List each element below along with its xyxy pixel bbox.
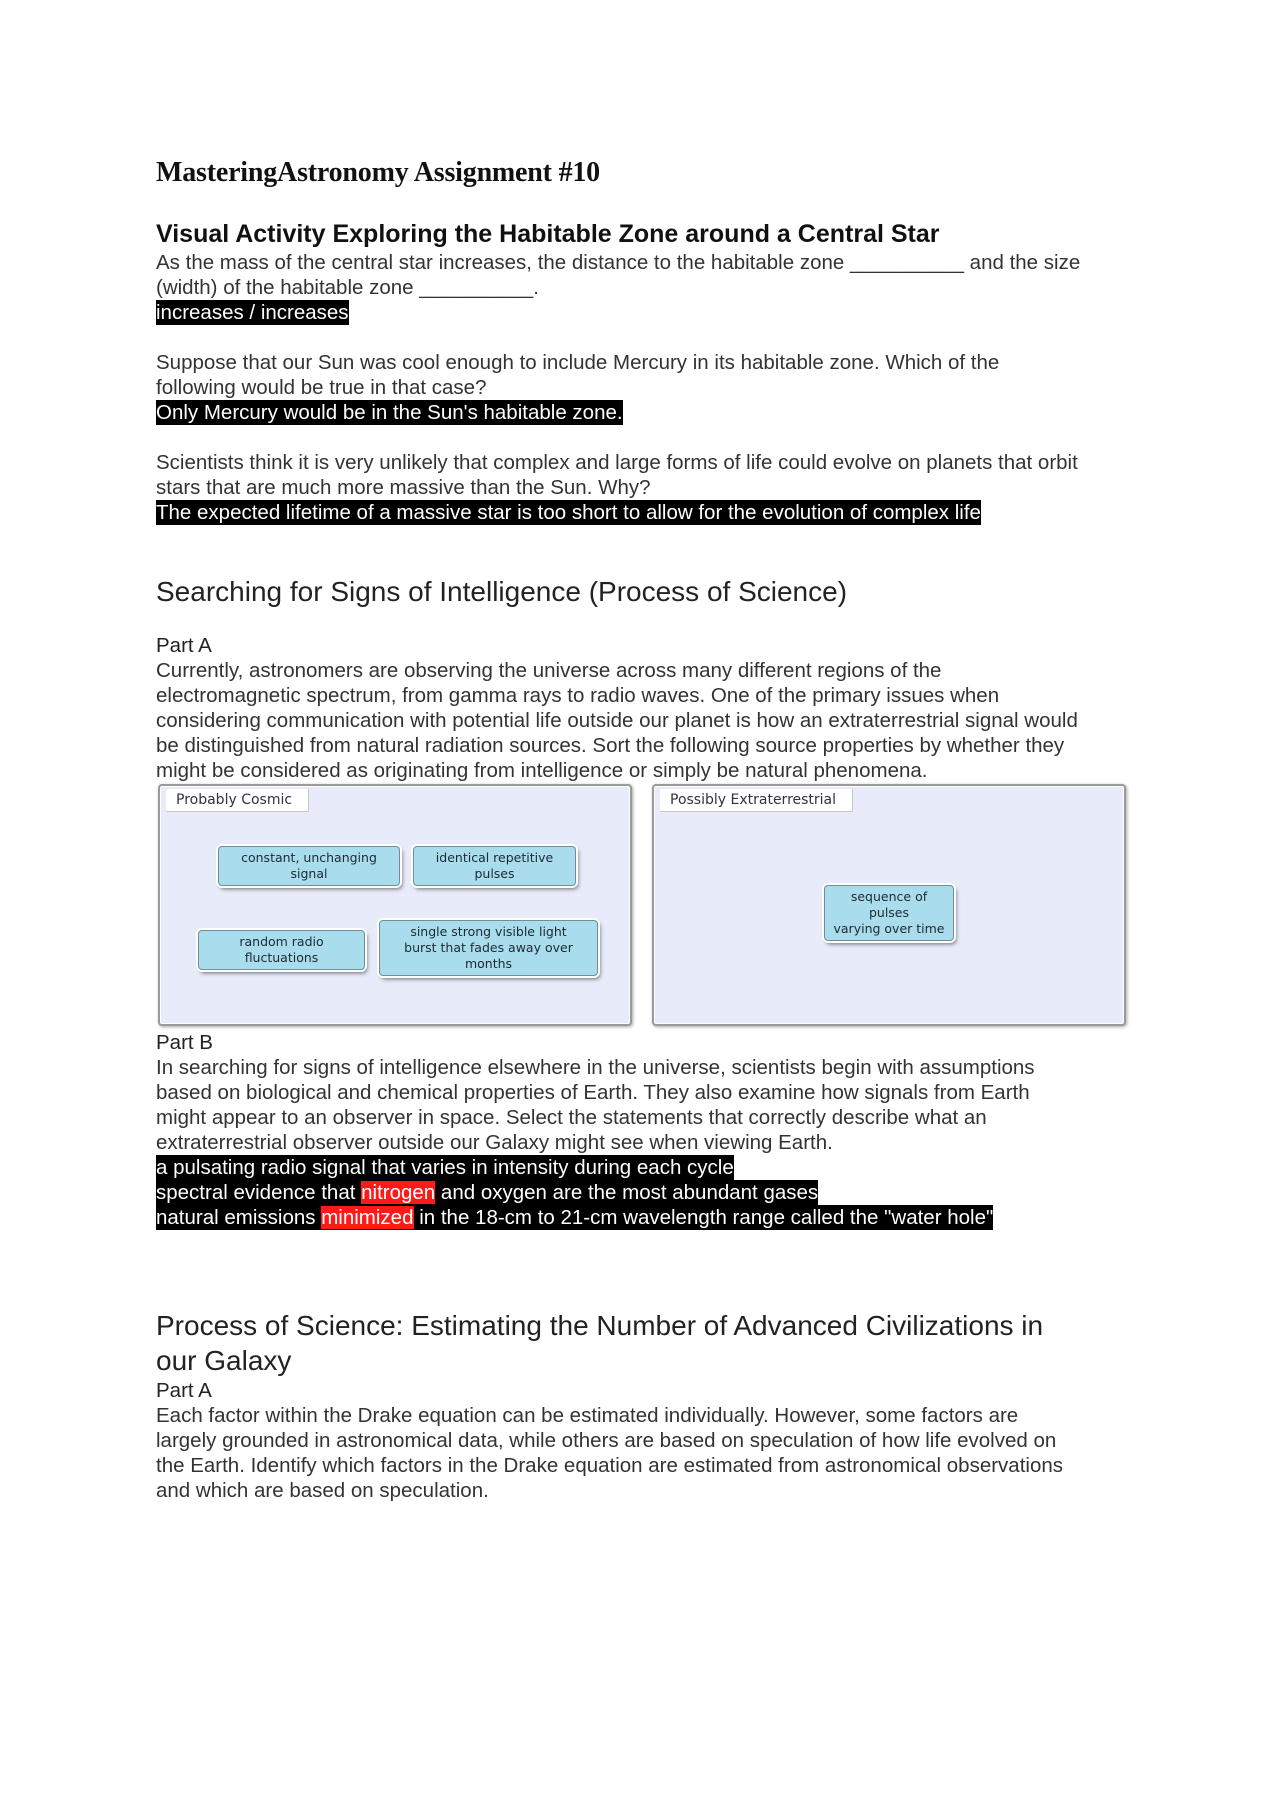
bin-probably-cosmic-label: Probably Cosmic [166, 789, 309, 812]
part-b-label: Part B [156, 1031, 213, 1054]
section-heading-drake-equation [156, 1308, 1136, 1378]
highlight-minimized: minimized [321, 1206, 414, 1229]
question-3-answer: The expected lifetime of a massive star is too short to allow for the evolution of complex life [156, 501, 981, 524]
question-1-answer: increases / increases [156, 301, 349, 324]
sort-item-random-radio[interactable]: random radio fluctuations [198, 930, 365, 970]
bin-probably-cosmic[interactable] [158, 784, 632, 1026]
sort-item-identical-pulses[interactable]: identical repetitive pulses [413, 846, 576, 886]
sort-item-varying-pulses[interactable]: sequence of pulses varying over time [824, 885, 954, 941]
question-3-text-line1: Scientists think it is very unlikely that complex and large forms of life could evolve on planets that orbit [156, 451, 1078, 474]
question-2-text-line1: Suppose that our Sun was cool enough to include Mercury in its habitable zone. Which of the [156, 351, 1000, 374]
part-a-drake [156, 1378, 1136, 1503]
question-2-answer: Only Mercury would be in the Sun's habitable zone. [156, 401, 623, 424]
question-1 [156, 250, 1136, 325]
part-a-text-line: might be considered as originating from intelligence or simply be natural phenomena. [156, 759, 928, 782]
part-b-answer-radio-signal: a pulsating radio signal that varies in intensity during each cycle [156, 1156, 734, 1179]
section-heading-line: our Galaxy [156, 1345, 292, 1376]
part-a-drake-text-line: the Earth. Identify which factors in the Drake equation are estimated from astronomical observations [156, 1454, 1064, 1477]
part-a-text-line: electromagnetic spectrum, from gamma rays to radio waves. One of the primary issues when [156, 684, 1000, 707]
question-1-text-line1: As the mass of the central star increases, the distance to the habitable zone __________ and the size [156, 251, 1081, 274]
question-1-text-line2: (width) of the habitable zone __________. [156, 276, 539, 299]
highlight-nitrogen: nitrogen [361, 1181, 436, 1204]
part-a-intelligence [156, 633, 1136, 783]
part-a-drake-text-line: Each factor within the Drake equation can be estimated individually. However, some factors are [156, 1404, 1019, 1427]
document-title: MasteringAstronomy Assignment #10 [156, 157, 600, 188]
part-b-text-line: extraterrestrial observer outside our Galaxy might see when viewing Earth. [156, 1131, 833, 1154]
part-a-text-line: be distinguished from natural radiation sources. Sort the following source properties by whether they [156, 734, 1065, 757]
part-b-text-line: In searching for signs of intelligence elsewhere in the universe, scientists begin with assumptions [156, 1056, 1035, 1079]
part-b-intelligence [156, 1030, 1136, 1230]
section-heading-habitable-zone: Visual Activity Exploring the Habitable Zone around a Central Star [156, 220, 940, 248]
question-3-text-line2: stars that are much more massive than the Sun. Why? [156, 476, 651, 499]
part-a-drake-text-line: largely grounded in astronomical data, while others are based on speculation of how life evolved on [156, 1429, 1057, 1452]
sort-item-constant-signal[interactable]: constant, unchanging signal [218, 846, 400, 886]
part-a-label: Part A [156, 634, 212, 657]
answer-text: natural emissions [156, 1206, 322, 1229]
answer-text: spectral evidence that [156, 1181, 362, 1204]
part-b-answer-spectral-evidence [156, 1180, 818, 1205]
bin-possibly-extraterrestrial-label: Possibly Extraterrestrial [660, 789, 853, 812]
question-2-text-line2: following would be true in that case? [156, 376, 487, 399]
answer-text: and oxygen are the most abundant gases [435, 1181, 819, 1204]
sort-item-visible-light-burst[interactable]: single strong visible light burst that fades away over months [379, 920, 598, 976]
section-heading-line: Process of Science: Estimating the Number of Advanced Civilizations in [156, 1310, 1044, 1341]
part-b-text-line: might appear to an observer in space. Select the statements that correctly describe what an [156, 1106, 987, 1129]
section-heading-signs-of-intelligence: Searching for Signs of Intelligence (Process of Science) [156, 576, 848, 607]
bin-possibly-extraterrestrial[interactable] [652, 784, 1126, 1026]
part-b-text-line: based on biological and chemical properties of Earth. They also examine how signals from Earth [156, 1081, 1030, 1104]
part-a-drake-text-line: and which are based on speculation. [156, 1479, 489, 1502]
question-3 [156, 450, 1136, 525]
question-2 [156, 350, 1136, 425]
part-b-answers [156, 1155, 1136, 1230]
part-a-drake-label: Part A [156, 1379, 212, 1402]
part-a-text-line: considering communication with potential life outside our planet is how an extraterrestrial signal would [156, 709, 1078, 732]
answer-text: in the 18-cm to 21-cm wavelength range called the "water hole" [413, 1206, 994, 1229]
part-b-answer-water-hole [156, 1205, 993, 1230]
part-a-text-line: Currently, astronomers are observing the universe across many different regions of the [156, 659, 942, 682]
